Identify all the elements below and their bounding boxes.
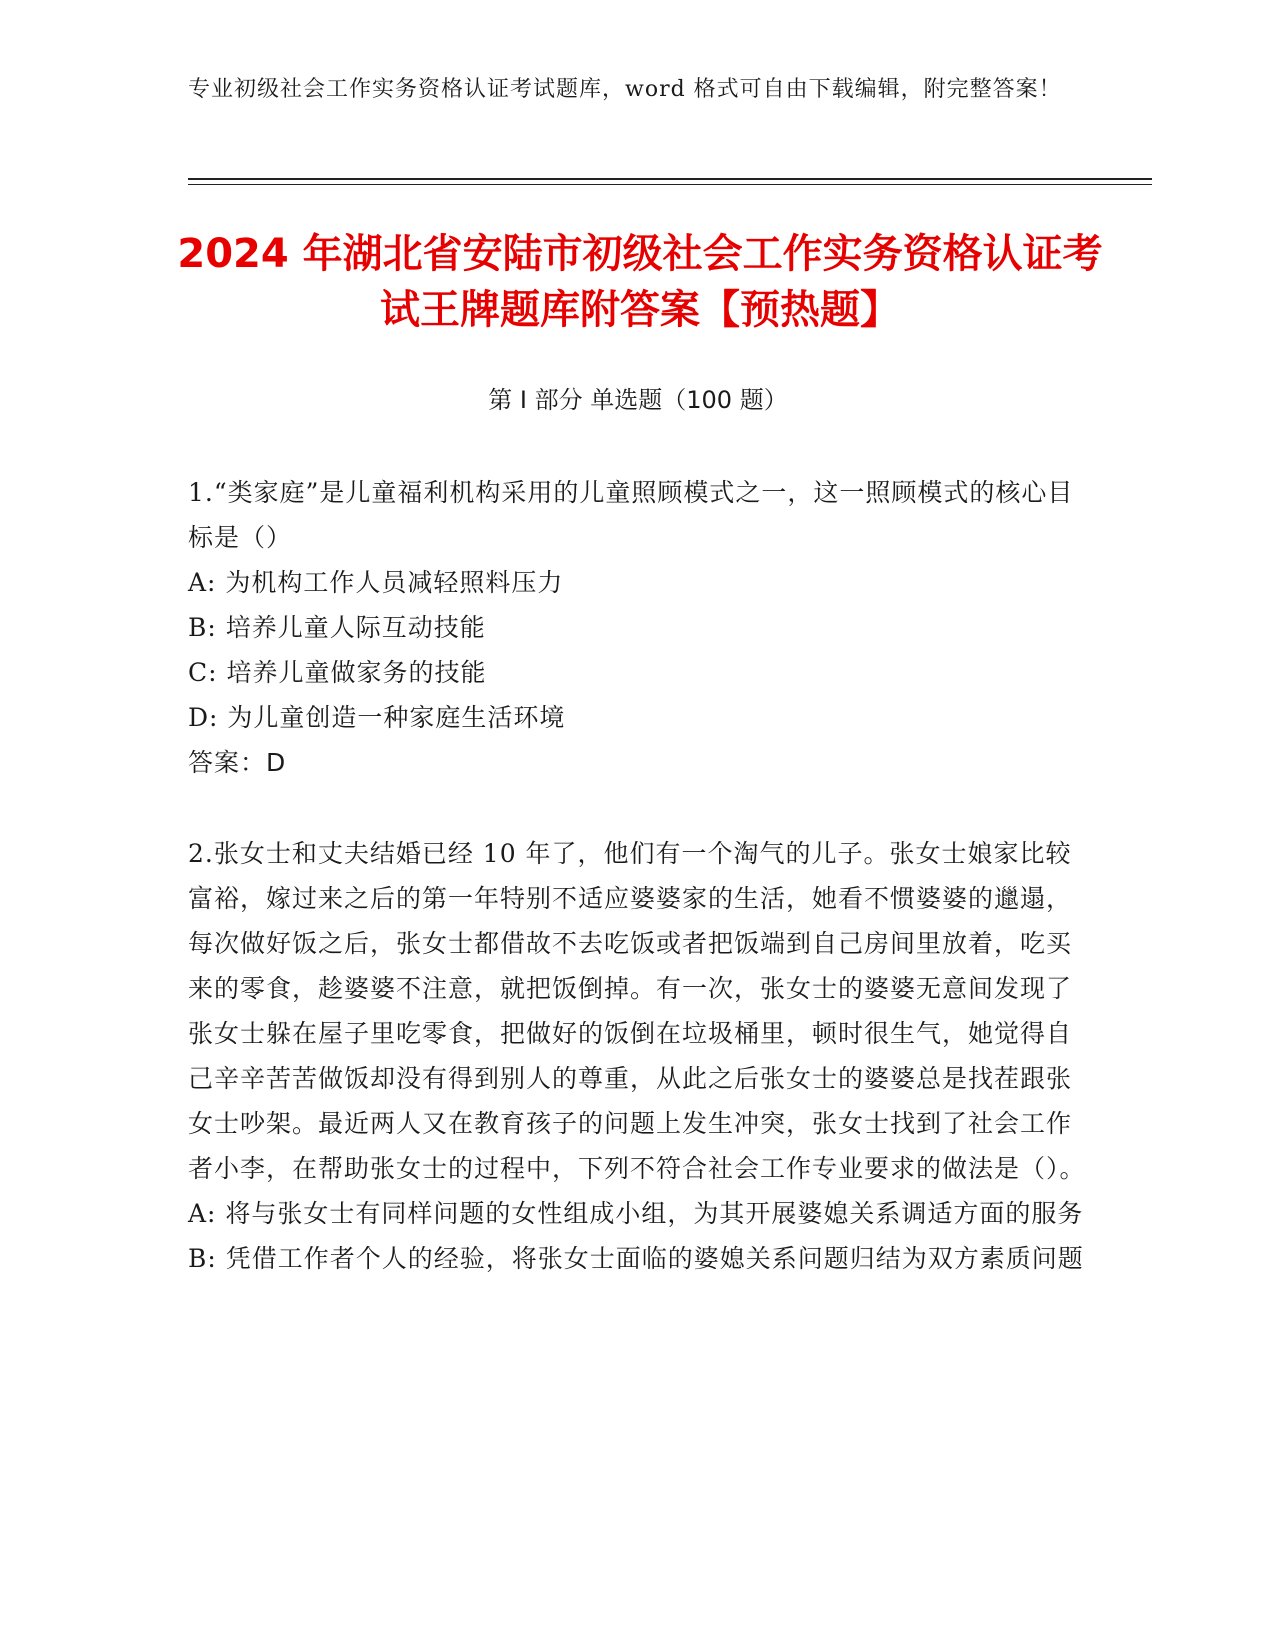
question-stem: 1.“类家庭”是儿童福利机构采用的儿童照顾模式之一，这一照顾模式的核心目标是（）	[188, 478, 1074, 552]
answer: 答案：D	[188, 748, 287, 777]
question-stem: 2.张女士和丈夫结婚已经 10 年了，他们有一个淘气的儿子。张女士娘家比较富裕，嫁过来之后的第一年特别不适应婆婆家的生活，她看不惯婆婆的邋遢，每次做好饭之后，张女士都借故不去吃饭或者把饭端到自己房间里放着，吃买来的零食，趁婆婆不注意，就把饭倒掉。有一次，张女士的婆婆无意间发现了张女士躲在屋子里吃零食，把做好的饭倒在垃圾桶里，顿时很生气，她觉得自己辛辛苦苦做饭却没有得到别人的尊重，从此之后张女士的婆婆总是找茬跟张女士吵架。最近两人又在教育孩子的问题上发生冲突，张女士找到了社会工作者小李，在帮助张女士的过程中，下列不符合社会工作专业要求的做法是（）。	[188, 839, 1086, 1183]
option-b: B: 培养儿童人际互动技能	[188, 613, 486, 642]
option-d: D: 为儿童创造一种家庭生活环境	[188, 703, 566, 732]
header-note: 专业初级社会工作实务资格认证考试题库，word 格式可自由下载编辑，附完整答案！	[188, 77, 1062, 102]
header-divider-thin	[188, 184, 1152, 185]
question-list	[188, 470, 1088, 1327]
question-1	[188, 470, 1088, 785]
question-2	[188, 831, 1088, 1281]
document-title: 2024 年湖北省安陆市初级社会工作实务资格认证考试王牌题库附答案【预热题】	[177, 231, 1103, 333]
option-a: A: 为机构工作人员减轻照料压力	[188, 568, 564, 597]
header-divider-thick	[188, 178, 1152, 180]
section-title: 第 I 部分 单选题（100 题）	[488, 386, 788, 414]
option-b: B: 凭借工作者个人的经验，将张女士面临的婆媳关系问题归结为双方素质问题	[188, 1244, 1084, 1273]
option-a: A: 将与张女士有同样问题的女性组成小组，为其开展婆媳关系调适方面的服务	[188, 1199, 1084, 1228]
option-c: C: 培养儿童做家务的技能	[188, 658, 487, 687]
